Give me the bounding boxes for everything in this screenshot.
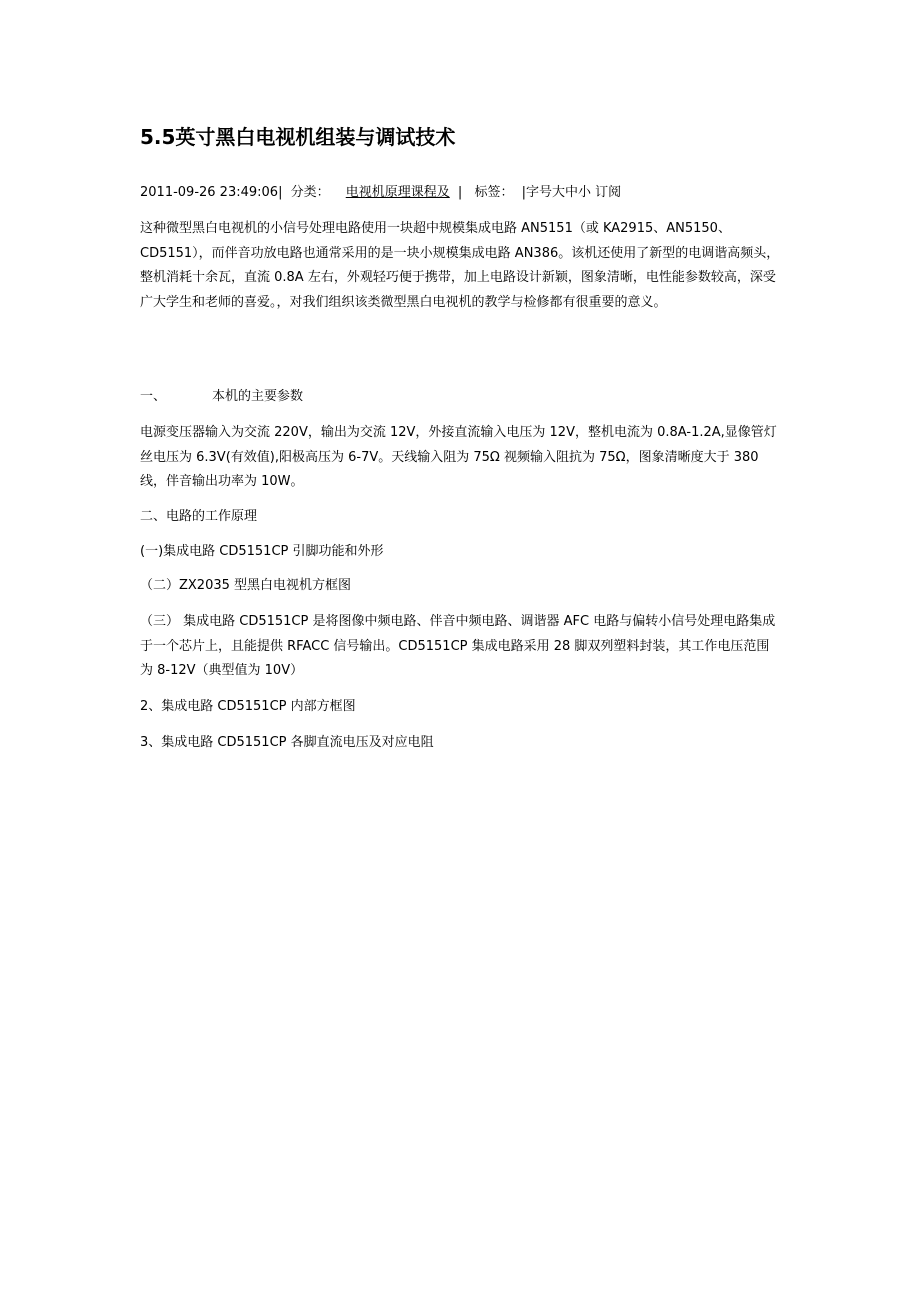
subsection-pin-voltages: 3、集成电路 CD5151CP 各脚直流电压及对应电阻: [140, 735, 434, 750]
subsection-pin-functions: (一)集成电路 CD5151CP 引脚功能和外形: [140, 544, 384, 559]
tags-label: 标签：: [474, 185, 514, 200]
post-datetime: 2011-09-26 23:49:06|: [140, 185, 283, 200]
category-label: 分类：: [290, 185, 330, 200]
category-link[interactable]: 电视机原理课程及: [345, 185, 450, 200]
subscribe-link[interactable]: 订阅: [595, 185, 622, 200]
intro-paragraph: 这种微型黑白电视机的小信号处理电路使用一块超中规模集成电路 AN5151（或 KA2915、AN5150、CD5151），而伴音功放电路也通常采用的是一块小规模集成电路 AN386。该机还使用了新型的电调谐高频头，整机消耗十余瓦，直流 0.8A 左右，外观轻巧便于携带，加上电路设计新颖，图象清晰，电性能参数较高，深受广大学生和老师的喜爱。，对我们组织该类微型黑白电视机的教学与检修都有很重要的意义。: [140, 221, 780, 310]
subsection-block-diagram: （二）ZX2035 型黑白电视机方框图: [140, 578, 352, 593]
section-number: 一、: [140, 389, 167, 404]
section-title: 本机的主要参数: [212, 389, 304, 404]
parameters-paragraph: 电源变压器输入为交流 220V，输出为交流 12V，外接直流输入电压为 12V，整机电流为 0.8A-1.2A,显像管灯丝电压为 6.3V(有效值),阳极高压为 6-7V。天线输入阻为 75Ω 视频输入阻抗为 75Ω，图象清晰度大于 380 线，伴音输出功率为 10W。: [140, 425, 777, 489]
font-size-control[interactable]: |字号大中小: [521, 185, 591, 200]
subsection-ic-description: （三） 集成电路 CD5151CP 是将图像中频电路、伴音中频电路、调谐器 AFC 电路与偏转小信号处理电路集成于一个芯片上，且能提供 RFACC 信号输出。CD5151CP 集成电路采用 28 脚双列塑料封装，其工作电压范围为 8-12V（典型值为 10V）: [140, 614, 776, 678]
meta-divider: |: [457, 185, 463, 200]
subsection-internal-diagram: 2、集成电路 CD5151CP 内部方框图: [140, 699, 356, 714]
section-heading-principle: 二、电路的工作原理: [140, 509, 258, 524]
article-title: 5.5英寸黑白电视机组装与调试技术: [140, 125, 456, 149]
article-meta: [140, 184, 621, 202]
section-heading-parameters: [140, 388, 303, 406]
